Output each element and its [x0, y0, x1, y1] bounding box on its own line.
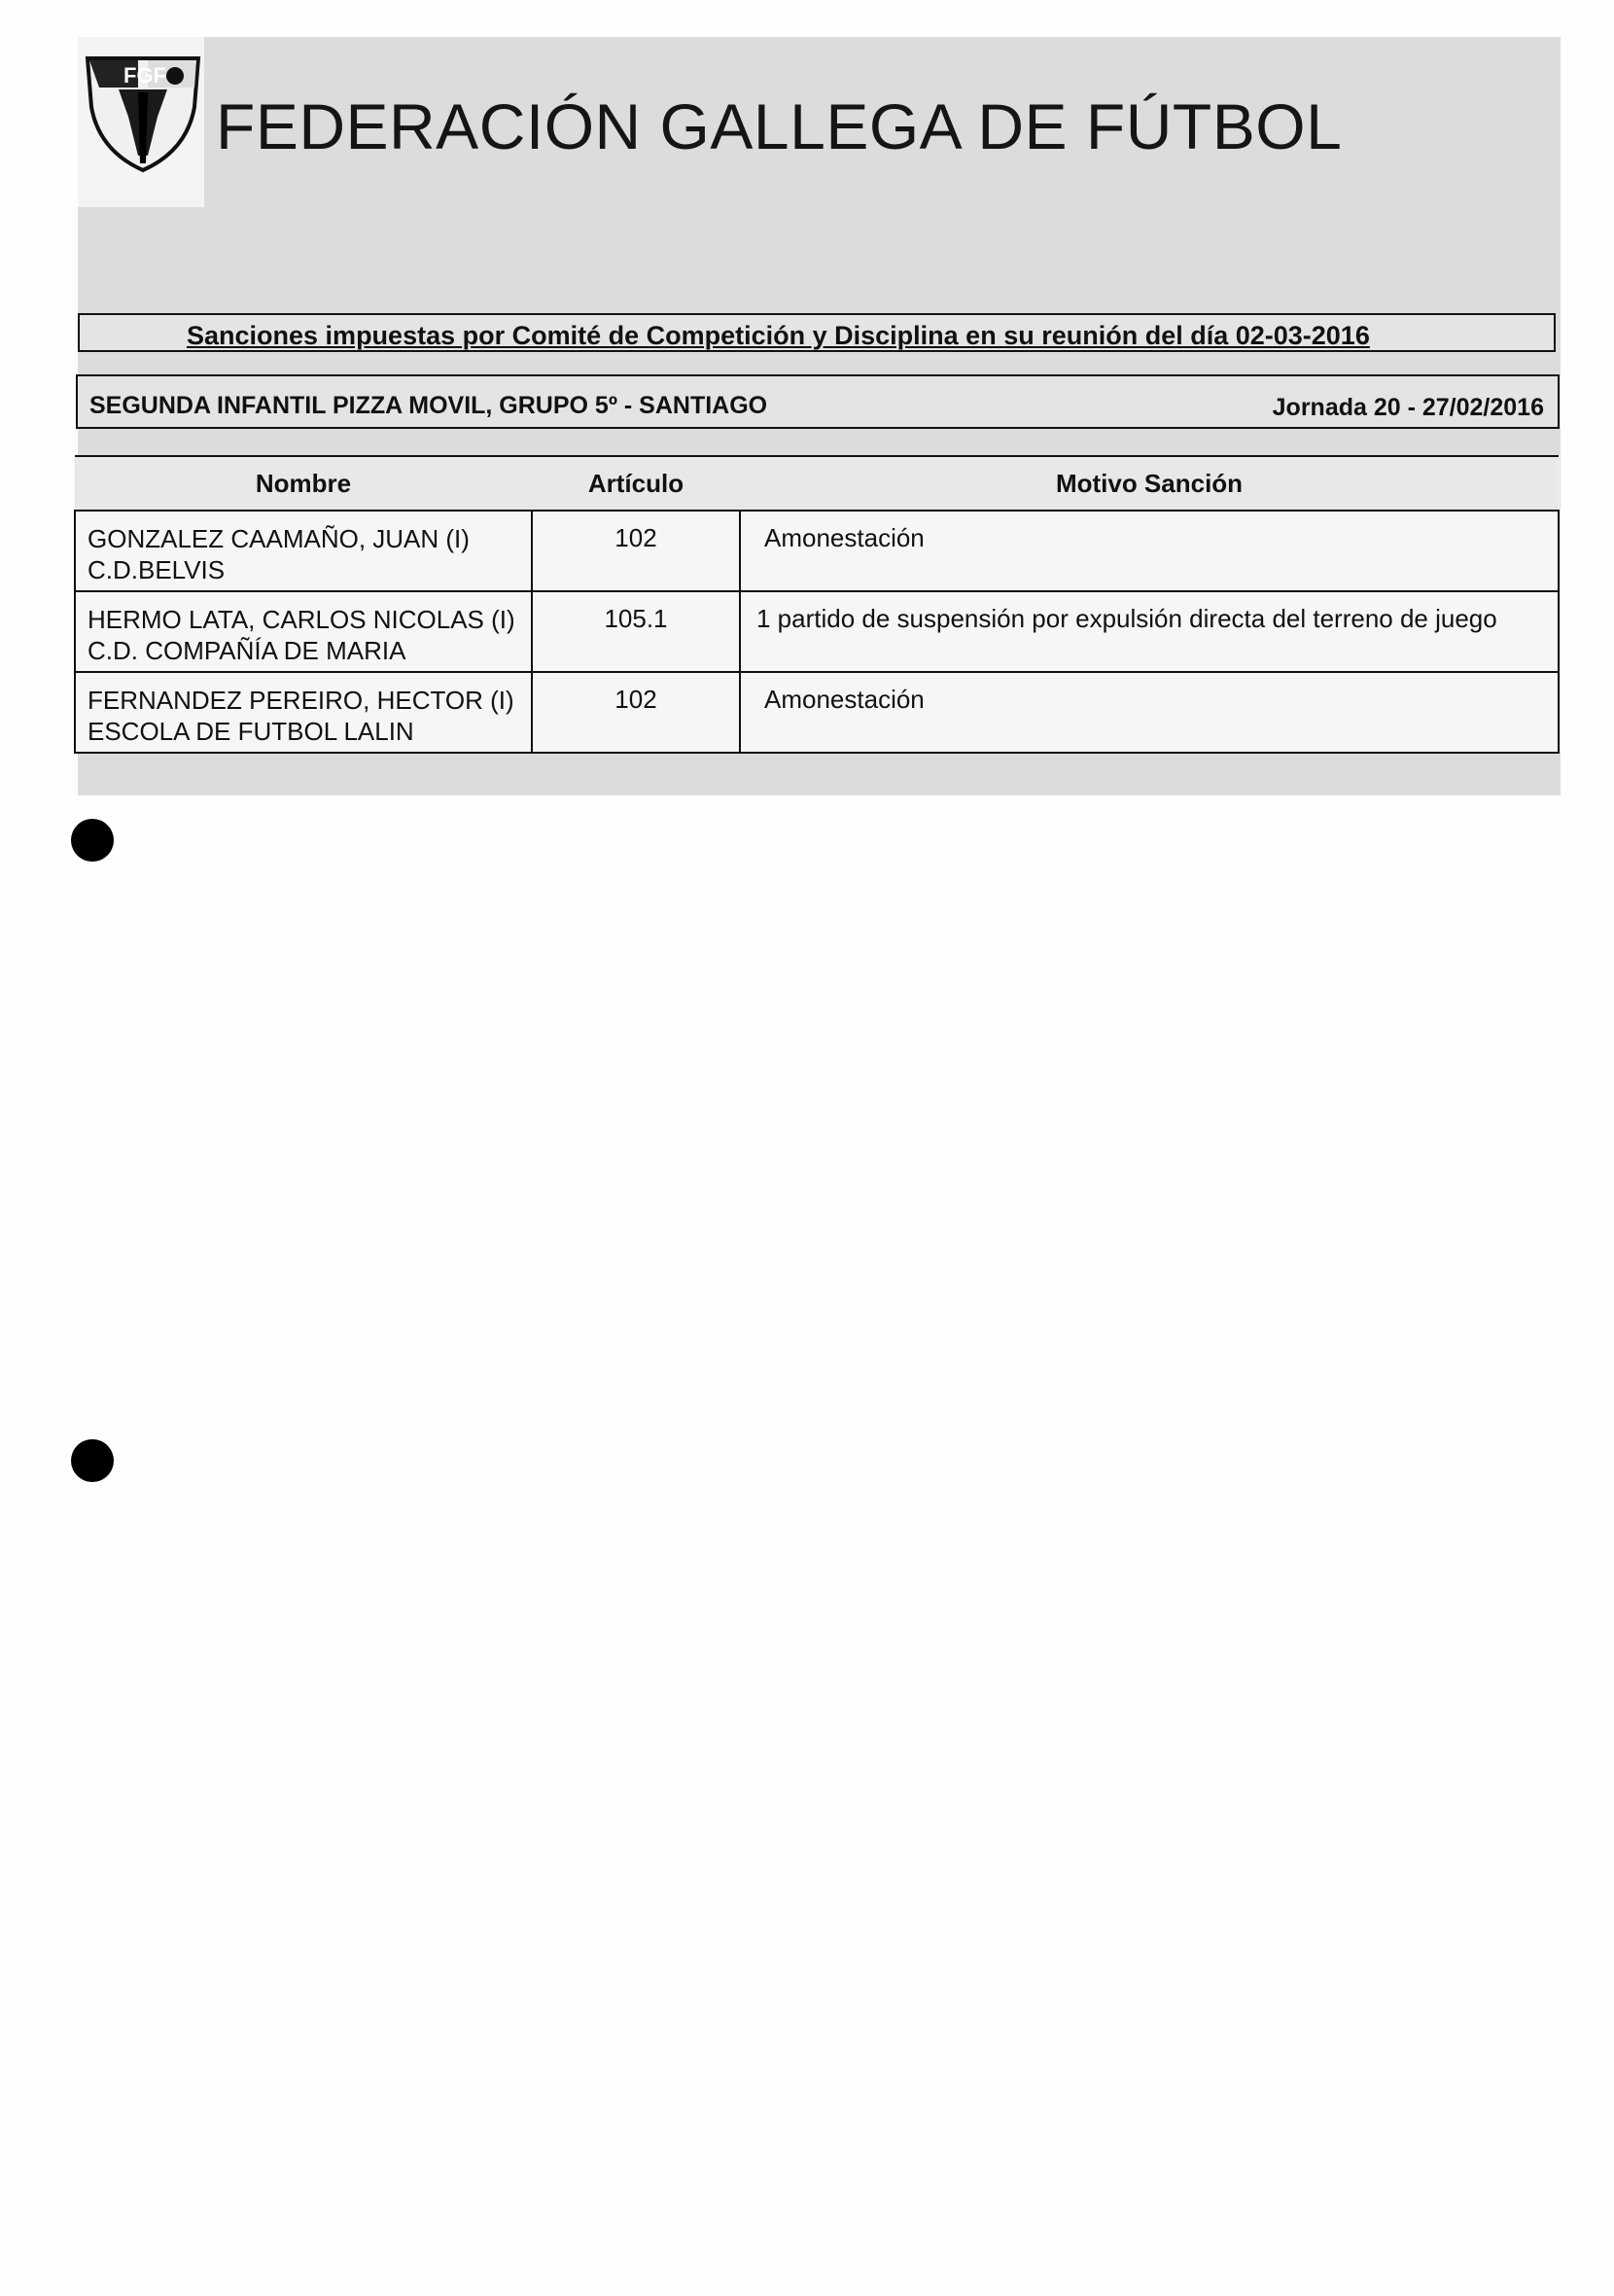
table-row — [75, 591, 1559, 672]
competition-box — [76, 374, 1560, 429]
reason-cell — [740, 672, 1559, 753]
reason-value: Amonestación — [764, 523, 925, 552]
club-name: ESCOLA DE FUTBOL LALIN — [88, 717, 414, 746]
name-cell — [75, 511, 532, 591]
reason-value: 1 partido de suspensión por expulsión directa del terreno de juego — [756, 604, 1497, 633]
reason-cell — [740, 511, 1559, 591]
table-header-row — [75, 456, 1559, 511]
organization-title: FEDERACIÓN GALLEGA DE FÚTBOL — [216, 90, 1343, 162]
header-article: Artículo — [532, 456, 740, 511]
reason-value: Amonestación — [764, 685, 925, 714]
matchday: Jornada 20 - 27/02/2016 — [1272, 394, 1544, 421]
punch-hole-top — [71, 819, 114, 862]
player-name: FERNANDEZ PEREIRO, HECTOR (I) — [88, 686, 514, 715]
article-value: 102 — [614, 685, 657, 714]
article-cell — [532, 591, 740, 672]
sanctions-title-box — [78, 313, 1556, 352]
article-value: 105.1 — [604, 604, 668, 633]
table-row — [75, 672, 1559, 753]
svg-text:FGF: FGF — [123, 63, 166, 88]
club-name: C.D. COMPAÑÍA DE MARIA — [88, 636, 406, 665]
player-name: HERMO LATA, CARLOS NICOLAS (I) — [88, 605, 515, 634]
article-value: 102 — [614, 523, 657, 552]
article-cell — [532, 672, 740, 753]
name-cell — [75, 591, 532, 672]
table-row — [75, 511, 1559, 591]
player-name: GONZALEZ CAAMAÑO, JUAN (I) — [88, 524, 470, 553]
article-cell — [532, 511, 740, 591]
sanctions-table — [74, 455, 1560, 754]
reason-cell — [740, 591, 1559, 672]
club-name: C.D.BELVIS — [88, 555, 226, 584]
name-cell — [75, 672, 532, 753]
federation-logo — [80, 49, 206, 175]
competition-name: SEGUNDA INFANTIL PIZZA MOVIL, GRUPO 5º - SANTIAGO — [89, 392, 768, 419]
sanctions-title: Sanciones impuestas por Comité de Competición y Disciplina en su reunión del día 02-03-2016 — [187, 321, 1370, 350]
header-name: Nombre — [75, 456, 532, 511]
header-reason: Motivo Sanción — [740, 456, 1559, 511]
punch-hole-bottom — [71, 1439, 114, 1482]
